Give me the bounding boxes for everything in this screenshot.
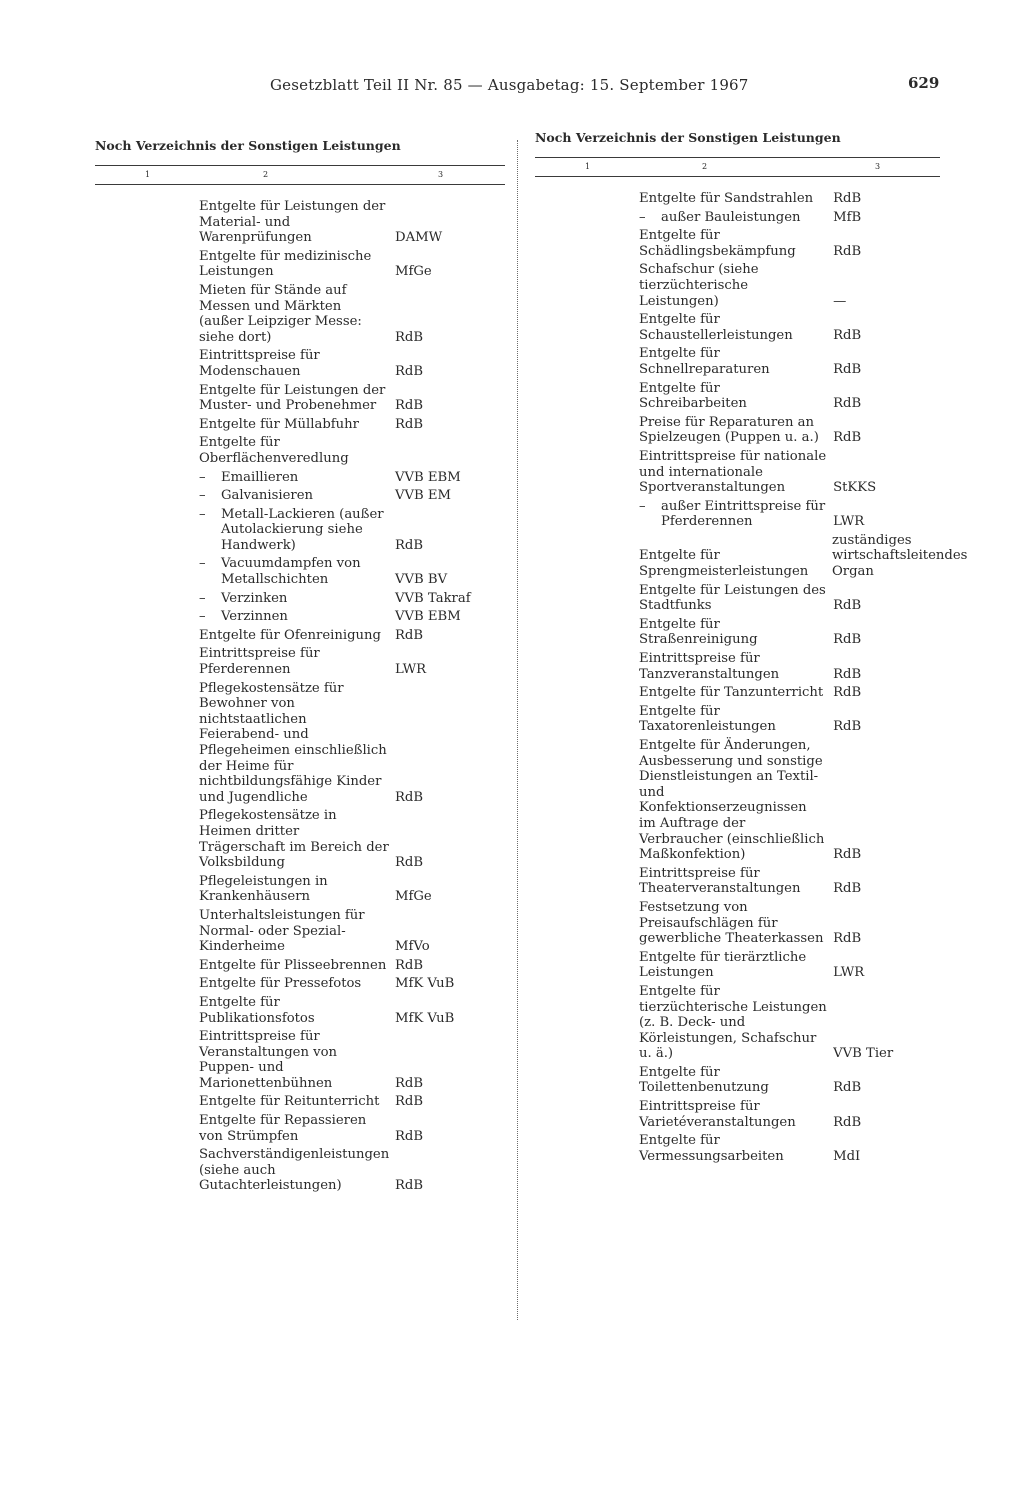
service-description: Entgelte für medizinische Leistungen [199, 248, 372, 280]
service-description [199, 470, 389, 486]
table-row [95, 199, 505, 246]
authority-abbreviation: RdB [833, 931, 862, 947]
service-description: Eintrittspreise für Tanzveranstaltungen [639, 651, 780, 682]
left-col-header-1: 1 [145, 170, 151, 179]
service-description: Entgelte für Toilettenbenutzung [639, 1064, 769, 1096]
table-row [95, 976, 505, 992]
service-description: Entgelte für Sandstrahlen [639, 191, 814, 206]
service-description: Entgelte für Taxatorenleistungen [639, 703, 776, 735]
service-description: Entgelte für Reitunterricht [199, 1094, 380, 1110]
table-row [535, 1133, 940, 1164]
left-col-header-2: 2 [263, 170, 269, 179]
authority-abbreviation: RdB [833, 632, 862, 648]
service-description [199, 591, 389, 607]
table-row [95, 283, 505, 345]
table-row [535, 1099, 940, 1130]
authority-abbreviation: VVB Takraf [395, 590, 471, 606]
service-description: Preise für Reparaturen an Spielzeugen (Puppen u. a.) [639, 414, 819, 446]
service-description: Entgelte für Änderungen, Ausbesserung und sonstige Dienstleistungen an Textil- und Konfektionserzeugnissen im Auftrage der Verbraucher (einschließlich Maßkonfektion) [639, 738, 825, 863]
authority-abbreviation: RdB [395, 1075, 424, 1091]
service-description: Eintrittspreise für Varietéveranstaltungen [639, 1099, 796, 1130]
right-col-header-2: 2 [702, 162, 708, 171]
authority-abbreviation: StKKS [833, 480, 877, 496]
right-column-title: Noch Verzeichnis der Sonstigen Leistungen [535, 130, 841, 145]
table-row [535, 651, 940, 682]
authority-abbreviation: RdB [395, 537, 424, 553]
service-description: Schafschur (siehe tierzüchterische Leistungen) [639, 262, 759, 309]
service-description: Entgelte für Schädlingsbekämpfung [639, 228, 796, 259]
authority-abbreviation: MdI [833, 1148, 861, 1164]
table-row [95, 556, 505, 587]
left-column-title: Noch Verzeichnis der Sonstigen Leistungen [95, 138, 401, 153]
authority-abbreviation: RdB [395, 416, 424, 432]
service-description: Entgelte für Tanzunterricht [639, 685, 824, 701]
authority-abbreviation: VVB EBM [395, 469, 461, 485]
table-row [95, 995, 505, 1026]
service-description: Pflegeleistungen in Krankenhäusern [199, 873, 328, 905]
service-description: Entgelte für Leistungen der Muster- und Probenehmer [199, 382, 386, 414]
authority-abbreviation: RdB [395, 1178, 424, 1194]
table-row [95, 249, 505, 280]
service-description: Entgelte für Plisseebrennen [199, 957, 387, 973]
service-description: Eintrittspreise für Pferderennen [199, 646, 320, 678]
authority-abbreviation: LWR [395, 662, 427, 678]
table-row [535, 499, 940, 530]
table-row [535, 685, 940, 701]
service-description-text: Verzinnen [221, 609, 288, 625]
table-row [95, 383, 505, 414]
table-row [535, 381, 940, 412]
right-col-header-3: 3 [875, 162, 881, 171]
service-description: Entgelte für Repassieren von Strümpfen [199, 1113, 367, 1144]
service-description: Entgelte für Ofenreinigung [199, 627, 381, 643]
authority-abbreviation: VVB Tier [833, 1046, 894, 1062]
table-row [95, 1094, 505, 1110]
left-column [95, 138, 505, 1197]
table-row [95, 591, 505, 607]
item-dash: – [639, 209, 646, 225]
table-row [535, 532, 968, 580]
table-row [95, 1113, 505, 1144]
table-row [95, 1029, 505, 1091]
table-row [535, 984, 940, 1062]
authority-abbreviation: RdB [833, 1080, 862, 1096]
page-number: 629 [908, 74, 940, 92]
authority-abbreviation: LWR [833, 965, 865, 981]
table-row [95, 874, 505, 905]
right-column [535, 130, 968, 1167]
service-description: Entgelte für tierärztliche Leistungen [639, 949, 807, 981]
service-description [199, 507, 389, 554]
authority-abbreviation: RdB [395, 1128, 424, 1144]
authority-abbreviation: zuständiges wirtschaftsleitendes Organ [832, 532, 968, 580]
right-table-body [535, 191, 968, 1164]
table-row [535, 191, 940, 207]
table-row [95, 958, 505, 974]
service-description-text: Verzinken [221, 590, 288, 606]
table-row [95, 417, 505, 433]
service-description: Eintrittspreise für nationale und internationale Sportveranstaltungen [639, 448, 827, 496]
service-description: Entgelte für Schnellreparaturen [639, 346, 770, 377]
right-col-header-1: 1 [585, 162, 591, 171]
item-dash: – [199, 556, 206, 572]
service-description [199, 609, 389, 625]
service-description: Pflegekostensätze in Heimen dritter Trägerschaft im Bereich der Volksbildung [199, 808, 389, 871]
authority-abbreviation: RdB [833, 396, 862, 412]
authority-abbreviation: RdB [833, 191, 862, 206]
authority-abbreviation: RdB [833, 327, 862, 343]
table-row [535, 617, 940, 648]
service-description-text: Metall-Lackieren (außer Autolackierung siehe Handwerk) [221, 506, 384, 553]
service-description-text: Vacuumdampfen von Metallschichten [221, 556, 361, 588]
authority-abbreviation: RdB [833, 361, 862, 377]
table-row [535, 346, 940, 377]
authority-abbreviation: RdB [395, 789, 424, 805]
table-row [95, 507, 505, 554]
authority-abbreviation: — [833, 293, 847, 309]
service-description: Entgelte für Schaustellerleistungen [639, 312, 793, 343]
authority-abbreviation: MfK VuB [395, 976, 455, 992]
table-row [535, 1065, 940, 1096]
table-row [535, 950, 940, 981]
item-dash: – [199, 506, 206, 522]
service-description: Unterhaltsleistungen für Normal- oder Spezial-Kinderheime [199, 907, 365, 955]
service-description [199, 556, 389, 587]
table-row [535, 583, 940, 614]
service-description: Entgelte für Publikationsfotos [199, 994, 315, 1026]
service-description: Entgelte für Schreibarbeiten [639, 380, 747, 412]
service-description: Eintrittspreise für Veranstaltungen von Puppen- und Marionettenbühnen [199, 1029, 338, 1091]
right-table-header [535, 157, 940, 177]
table-row [535, 210, 940, 226]
authority-abbreviation: RdB [395, 855, 424, 871]
table-row [95, 435, 505, 466]
service-description: Entgelte für Müllabfuhr [199, 416, 359, 432]
table-row [535, 449, 940, 496]
authority-abbreviation: MfGe [395, 889, 432, 905]
table-row [95, 808, 505, 870]
authority-abbreviation: VVB BV [395, 572, 448, 588]
left-table-header [95, 165, 505, 185]
authority-abbreviation: RdB [833, 685, 862, 701]
service-description: Entgelte für Pressefotos [199, 976, 362, 992]
authority-abbreviation: MfVo [395, 939, 430, 955]
authority-abbreviation: RdB [833, 430, 862, 446]
table-row [535, 738, 940, 863]
authority-abbreviation: MfB [833, 209, 862, 225]
service-description-text: außer Eintrittspreise für Pferderennen [661, 498, 826, 530]
authority-abbreviation: MfGe [395, 264, 432, 280]
service-description: Mieten für Stände auf Messen und Märkten (außer Leipziger Messe: siehe dort) [199, 282, 362, 345]
authority-abbreviation: MfK VuB [395, 1010, 455, 1026]
service-description [639, 210, 827, 226]
table-row [535, 704, 940, 735]
authority-abbreviation: RdB [395, 329, 424, 345]
table-row [535, 900, 940, 947]
authority-abbreviation: RdB [395, 398, 424, 414]
table-row [95, 488, 505, 504]
service-description-text: Galvanisieren [221, 488, 314, 504]
authority-abbreviation: RdB [395, 627, 424, 643]
item-dash: – [639, 498, 646, 514]
service-description-text: Emaillieren [221, 469, 299, 485]
service-description [199, 488, 389, 504]
authority-abbreviation: RdB [833, 666, 862, 682]
left-col-header-3: 3 [438, 170, 444, 179]
authority-abbreviation: RdB [395, 957, 424, 973]
service-description: Entgelte für Vermessungsarbeiten [639, 1133, 784, 1164]
page-header: Gesetzblatt Teil II Nr. 85 — Ausgabetag: 15. September 1967 [270, 76, 749, 94]
authority-abbreviation: VVB EM [395, 488, 452, 504]
authority-abbreviation: RdB [395, 1094, 424, 1110]
service-description [639, 499, 827, 530]
authority-abbreviation: LWR [833, 514, 865, 530]
service-description: Sachverständigenleistungen (siehe auch Gutachterleistungen) [199, 1147, 390, 1194]
left-table-body [95, 199, 505, 1194]
service-description-text: außer Bauleistungen [661, 209, 801, 225]
table-row [95, 348, 505, 379]
service-description: Entgelte für Leistungen der Material- und Warenprüfungen [199, 199, 386, 246]
table-row [95, 1147, 505, 1194]
authority-abbreviation: VVB EBM [395, 609, 461, 625]
table-row [95, 646, 505, 677]
item-dash: – [199, 488, 206, 504]
table-row [95, 470, 505, 486]
table-row [95, 681, 505, 806]
authority-abbreviation: RdB [833, 243, 862, 259]
authority-abbreviation: RdB [833, 598, 862, 614]
service-description: Entgelte für Leistungen des Stadtfunks [639, 582, 826, 614]
item-dash: – [199, 609, 206, 625]
table-row [535, 228, 940, 259]
table-row [95, 628, 505, 644]
service-description: Entgelte für Sprengmeisterleistungen [639, 548, 809, 580]
column-divider [517, 140, 518, 1320]
service-description: Entgelte für tierzüchterische Leistungen (z. B. Deck- und Körleistungen, Schafschur u. ä.) [639, 983, 827, 1062]
authority-abbreviation: RdB [833, 847, 862, 863]
item-dash: – [199, 469, 206, 485]
table-row [535, 415, 940, 446]
table-row [535, 866, 940, 897]
service-description: Eintrittspreise für Theaterveranstaltungen [639, 865, 801, 897]
authority-abbreviation: DAMW [395, 230, 443, 246]
authority-abbreviation: RdB [833, 719, 862, 735]
service-description: Pflegekostensätze für Bewohner von nichtstaatlichen Feierabend- und Pflegeheimen einschließlich der Heime für nichtbildungsfähige Kinder und Jugendliche [199, 680, 387, 805]
service-description: Eintrittspreise für Modenschauen [199, 348, 320, 379]
authority-abbreviation: RdB [833, 1114, 862, 1130]
table-row [535, 312, 940, 343]
service-description: Entgelte für Straßenreinigung [639, 616, 758, 648]
table-row [535, 262, 940, 309]
authority-abbreviation: RdB [833, 881, 862, 897]
item-dash: – [199, 590, 206, 606]
table-row [95, 609, 505, 625]
authority-abbreviation: RdB [395, 363, 424, 379]
service-description: Festsetzung von Preisaufschlägen für gewerbliche Theaterkassen [639, 899, 824, 947]
service-description: Entgelte für Oberflächenveredlung [199, 435, 349, 466]
table-row [95, 908, 505, 955]
